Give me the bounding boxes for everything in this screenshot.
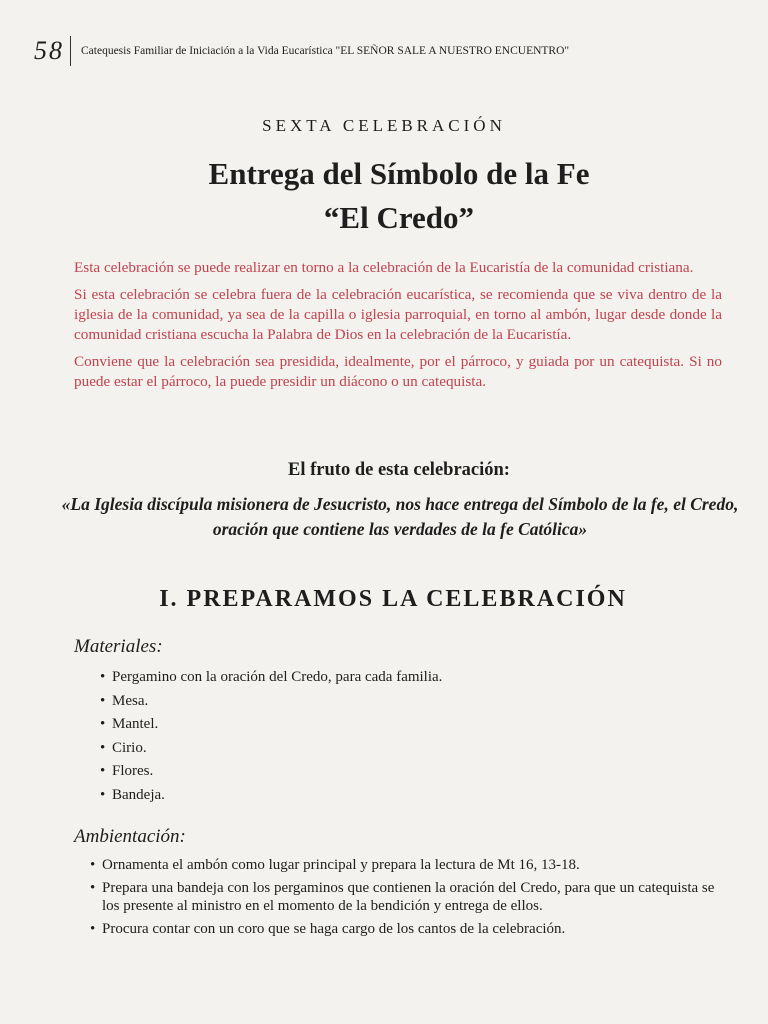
ambientacion-heading: Ambientación: bbox=[74, 826, 186, 847]
list-item: • Pergamino con la oración del Credo, para cada familia. bbox=[100, 666, 442, 690]
page-number: 58 bbox=[34, 36, 71, 66]
list-item: • Bandeja. bbox=[100, 784, 442, 808]
list-item: • Mantel. bbox=[100, 713, 442, 737]
intro-paragraph: Si esta celebración se celebra fuera de la celebración eucarística, se recomienda que se viva dentro de la iglesia de la comunidad, ya sea de la capilla o iglesia parroquial, en torno al ambón, lugar desde donde la comunidad cristiana escucha la Palabra de Dios en la celebración de la Eucaristía. bbox=[74, 286, 722, 343]
section-title: I. PREPARAMOS LA CELEBRACIÓN bbox=[159, 586, 627, 612]
materiales-heading: Materiales: bbox=[74, 636, 163, 657]
title-line-1: Entrega del Símbolo de la Fe bbox=[208, 156, 590, 191]
intro-paragraph: Esta celebración se puede realizar en torno a la celebración de la Eucaristía de la comunidad cristiana. bbox=[74, 259, 694, 276]
page-header bbox=[34, 36, 734, 66]
list-item: • Cirio. bbox=[100, 737, 442, 761]
title-line-2: “El Credo” bbox=[323, 200, 475, 235]
page-title bbox=[0, 152, 768, 240]
intro-instructions bbox=[74, 258, 722, 399]
celebration-kicker: SEXTA CELEBRACIÓN bbox=[262, 116, 506, 135]
list-item: • Mesa. bbox=[100, 690, 442, 714]
running-title: Catequesis Familiar de Iniciación a la Vida Eucarística "EL SEÑOR SALE A NUESTRO ENCUENTRO" bbox=[81, 45, 570, 57]
fruto-heading: El fruto de esta celebración: bbox=[288, 460, 510, 480]
fruto-quote: «La Iglesia discípula misionera de Jesucristo, nos hace entrega del Símbolo de la fe, el Credo, oración que contiene las verdades de la fe Católica» bbox=[61, 494, 739, 539]
list-item: • Flores. bbox=[100, 760, 442, 784]
materiales-list bbox=[100, 666, 442, 807]
list-item: • Prepara una bandeja con los pergaminos que contienen la oración del Credo, para que un catequista se los presente al ministro en el momento de la bendición y entrega de ellos. bbox=[90, 879, 730, 915]
list-item: • Procura contar con un coro que se haga cargo de los cantos de la celebración. bbox=[90, 920, 730, 938]
list-item: • Ornamenta el ambón como lugar principal y prepara la lectura de Mt 16, 13-18. bbox=[90, 856, 730, 874]
ambientacion-list bbox=[90, 856, 730, 943]
intro-paragraph: Conviene que la celebración sea presidida, idealmente, por el párroco, y guiada por un catequista. Si no puede estar el párroco, la puede presidir un diácono o un catequista. bbox=[74, 353, 722, 390]
